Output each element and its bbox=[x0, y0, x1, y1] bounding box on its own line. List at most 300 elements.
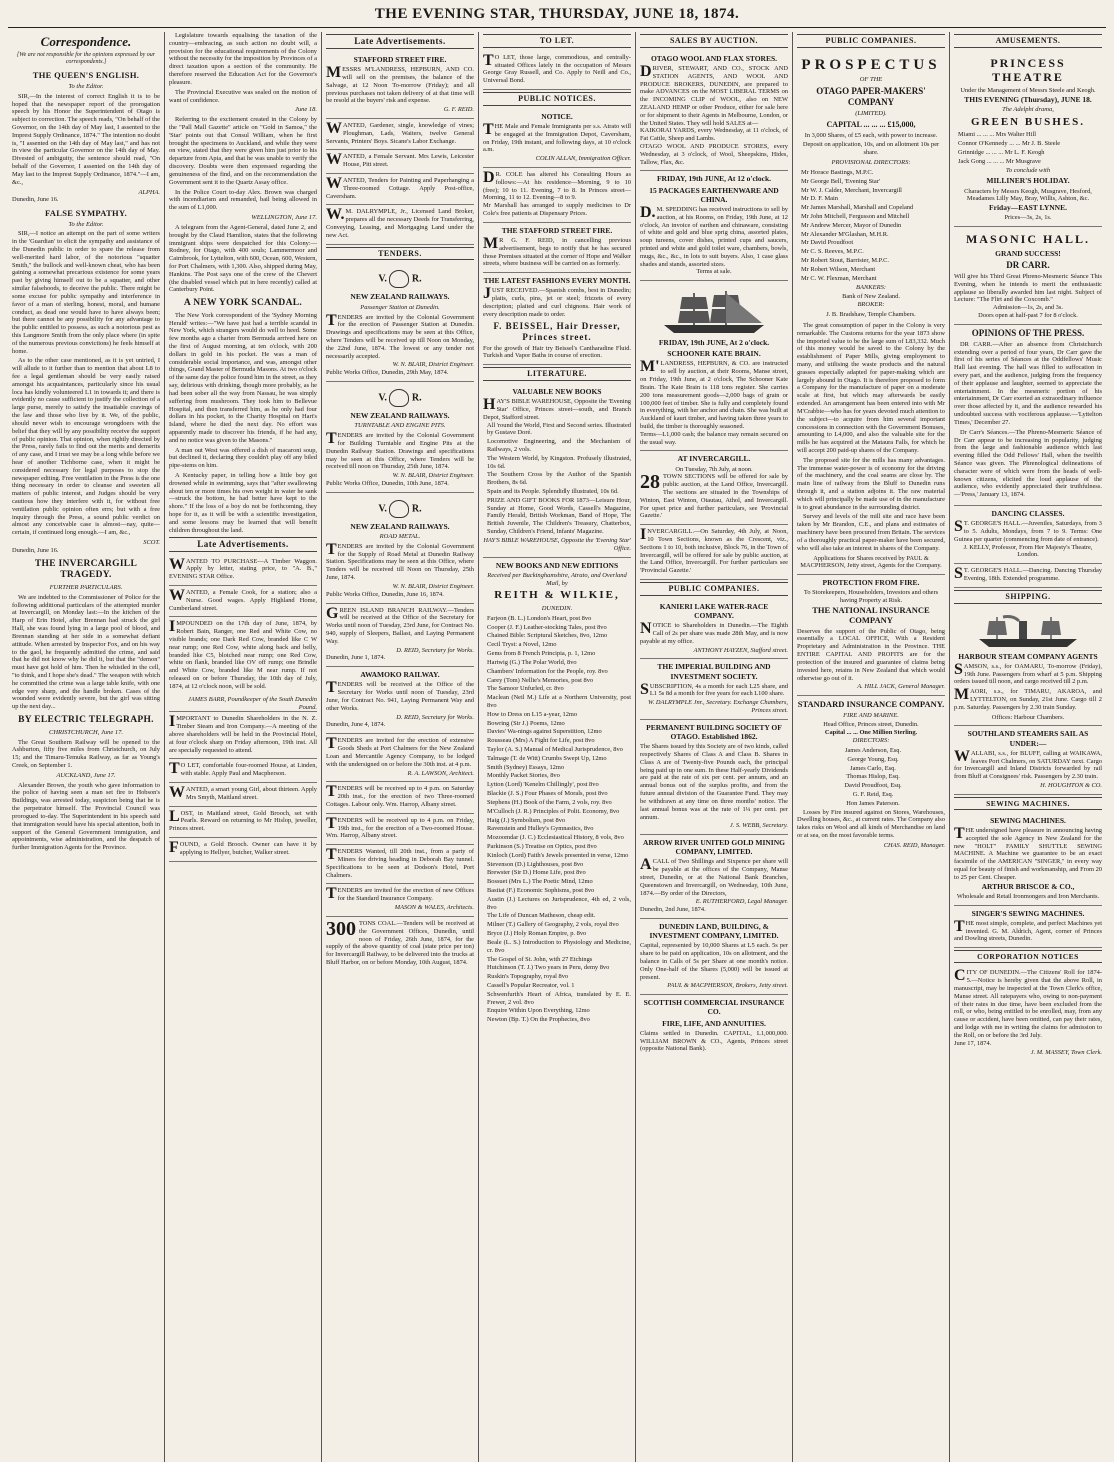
list-item: Mr John Mitchell, Fergusson and Mitchell bbox=[801, 213, 910, 220]
classified-ad: WANTED, a smart young Girl, about thirteen. Apply Mrs Smyth, Maitland street. bbox=[169, 783, 317, 807]
ad-body: MESSRS M'LANDRESS, HEPBURN, AND CO. will sell on the premises, the balance of the Salvage, at 12 Noon To-morrow (Friday); and all previous purchases not taken delivery of at that time will be resold at the buyers' risk and expense. bbox=[326, 64, 474, 105]
prospectus-apply: Applications for Shares received by PAUL & MACPHERSON, Jetty street, Agents for the Company. bbox=[800, 554, 942, 570]
ad-signature: COLIN ALLAN, Immigration Officer. bbox=[535, 155, 631, 163]
dateline: WELLINGTON, June 17. bbox=[251, 213, 317, 221]
ad-signature: HAY'S BIBLE WAREHOUSE, Opposite the 'Evening Star' Office. bbox=[483, 536, 631, 552]
list-item: Blackie (J. S.) Four Phases of Morals, post 8vo bbox=[487, 790, 608, 798]
list-item: Spain and its People. Splendidly illustrated, 10s 6d. bbox=[487, 488, 619, 495]
royal-crest-icon: V. R. bbox=[326, 268, 474, 290]
article-body: Alexander Brown, the youth who gave information to the police of having seen a man set fire to Hobson's Buildings, was arrested today, suspicion being that he is the perpetrator himself. The Provincial Council was prorogued to-day. The Superintendent in his speech said that immigration would have his special attention, both in support of the General Government immigration, and appointments, wise administration, and the despatch of further Immigration Agents for the Province. bbox=[12, 781, 160, 852]
ad-title: 15 PACKAGES EARTHENWARE AND CHINA. bbox=[649, 185, 779, 204]
ad-title: HARBOUR STEAM COMPANY AGENTS bbox=[958, 651, 1098, 661]
list-item: Connor O'Kennedy ... ... Mr J. B. Steele bbox=[958, 140, 1061, 148]
article-body: The Great Southern Railway will be opened to the Ashburton, fifty five miles from Christchurch, on July 15; and the Timaru-Temuka Railway, as far as Young's Creek, on September 1. bbox=[12, 738, 160, 769]
bankers-heading: BANKERS: bbox=[856, 283, 886, 291]
ad-body: MAORI, s.s., for TIMARU, AKAROA, and LYTTELTON, on Sunday, 21st June. Cargo till 2 p.m. Saturday. Passengers by 2.30 train Sunday. bbox=[954, 686, 1102, 711]
list-item: James Carlo, Esq. bbox=[850, 764, 896, 772]
list-item: Maclean (Neil M.) Life at a Northern University, post 8vo bbox=[487, 694, 631, 709]
ad-date: Dunedin, 2nd June, 1874. bbox=[640, 906, 706, 914]
ad-title: PERMANENT BUILDING SOCIETY OF OTAGO. Established 1862. bbox=[646, 722, 782, 742]
ad-body: TENDERS are invited by the Colonial Government for Building Turntable and Engine Pits at the Dunedin Railway Station. Drawings and specifications may be seen at this Office, where Tenders will be received till noon on Thursday, 25th June, 1874. bbox=[326, 430, 474, 471]
corporation-notice bbox=[954, 966, 1102, 1060]
deposit: Deposit on application, 10s, and on allotment 10s per share. bbox=[802, 141, 940, 157]
list-item: Bowring (Sir J.) Poems, 12mo bbox=[487, 719, 565, 727]
press-opinions bbox=[954, 325, 1102, 506]
insurance-ad bbox=[797, 575, 945, 696]
ad-body: THE undersigned have pleasure in announcing having accepted the sole Agency in New Zealand for the new "HOLT" FAMILY SHUTTLE SEWING MACHINE. A Machine we guarantee to be an exact facsimile of the AMERICAN "SINGER," in every way equal for beauty of finish and workmanship, and From 20 to 25 per Cent. Cheaper. bbox=[954, 825, 1102, 881]
ad-date: Public Works Office, Dunedin, June 16, 1874. bbox=[326, 590, 444, 598]
ad-body: DR. COLE has altered his Consulting Hours as follows:—At his residence—Morning, 9 to 10 (free); 10 to 11. Evening, 7 to 8. In Princes street—Morning, 11 to 12. Evening—8 to 9. bbox=[483, 168, 631, 202]
auction-ad bbox=[640, 51, 788, 172]
section-heading-tenders: TENDERS. bbox=[326, 247, 474, 261]
list-item: The Life of Duncan Matheson, cheap edit. bbox=[487, 912, 596, 920]
hall-name: MASONIC HALL. bbox=[965, 232, 1090, 247]
article-title: A NEW YORK SCANDAL. bbox=[183, 298, 303, 309]
classified-ad: WANTED, Gardener, single, knowledge of vines; Ploughman, Lads, Waiters, twelve General Servants, Printers' Boys. Sicane's Labor Exchange. bbox=[326, 119, 474, 150]
masthead bbox=[8, 6, 1106, 28]
play-title: MILLINER'S HOLIDAY. bbox=[986, 176, 1070, 186]
ad-title: SCHOONER KATE BRAIN. bbox=[667, 349, 761, 359]
ad-body: DRIVER, STEWART, AND CO., STOCK AND STATION AGENTS, AND WOOL AND PRODUCE BROKERS, DUNEDIN, are prepared to make ADVANCES on the MOST LIBERAL TERMS on the INCOMING CLIP of WOOL, also on NEW ZEALAND HEMP or other Produce, either for sale here or for shipment to their Agents in Melbourne, London, or the United States. They will hold SALES at— bbox=[640, 62, 788, 127]
list-item: Jack Gong ... ... ... Mr Musgrave bbox=[958, 157, 1041, 165]
ad-title: SOUTHLAND STEAMERS SAIL AS UNDER:— bbox=[967, 729, 1089, 748]
ad-subtitle: DUNEDIN. bbox=[541, 604, 573, 612]
ad-signature: CHAS. REID, Manager. bbox=[883, 841, 945, 849]
directors-heading: DIRECTORS: bbox=[852, 737, 890, 745]
ad-signature: G. F. REID. bbox=[443, 106, 474, 114]
list-item: Ruskin's Topography, royal 8vo bbox=[487, 973, 569, 981]
classified-ad: IMPOUNDED on the 17th day of June, 1874, by Robert Bain, Ranger, one Red and White Cow, no visible brands; one Dark Red Cow, branded like C W near rump; one Red Cow, white along back and belly, branded like C5, blotched near rump; one Red Cow, white on flank, branded like OV off rump; one Brindle and White Cow, branded like M near rump. If not released on or before Thursday, the 10th day of July, 1874, at 12 o'clock noon, will be sold. bbox=[169, 618, 317, 690]
prospectus-body: The great consumption of paper in the Colony is very remarkable. The Customs returns for the year 1873 show the imported value to be the large sum of L83,332. Much of this money would be saved to the Colony by the establishment of Paper Mills, giving employment to many, and utilising the waste products and the natural grasses especially adapted for paper-making which are largely abound in Otago. It is therefore proposed to form a Company for the manufacture of paper on a moderate scale at first, but which may afterwards be easily extended. An arrangement has been entered into with Mr M'Crabbie—who has for years devoted much attention to the subject—to acquire from him several important concessions in connection with the Government Bonuses, amounting to L4,000, and also the valuable site for the mills he has acquired at the Mataura Falls, for which he will accept 200 paid-up shares of the Company. bbox=[797, 321, 945, 454]
ad-signature: H. HOUGHTON & CO. bbox=[1040, 781, 1102, 789]
insurance-ad bbox=[797, 696, 945, 854]
ad-body: Claims settled in Dunedin. CAPITAL, L1,000,000. WILLIAM BROWN & CO., Agents, Princes street (opposite National Bank). bbox=[640, 1029, 788, 1053]
tender-notice bbox=[326, 604, 474, 668]
tender-notice bbox=[326, 263, 474, 382]
sailing-ship-icon bbox=[654, 287, 774, 335]
article-date: Dunedin, June 16. bbox=[12, 546, 59, 554]
classified-ad: IMPORTANT to Dunedin Shareholders in the N. Z. Timber Steam and Iron Company.—A meeting of the above shareholders will be held in the Provincial Hotel, at four o'clock sharp on Friday afternoon, 19th inst. All are specially requested to attend. bbox=[169, 711, 317, 759]
dateline: AUCKLAND, June 17. bbox=[56, 771, 116, 779]
tender-notice: TENDERS will be received up to 4 p.m. on Saturday 20th inst., for the erection of two Three-roomed Cottages. Labour only. Wm. Harrop, Albany street. bbox=[326, 782, 474, 813]
column-3 bbox=[322, 32, 479, 1462]
ad-body: HAY'S BIBLE WAREHOUSE, Opposite the 'Evening Star' Office, Princes street—south, and Branch Depot, Stafford street. bbox=[483, 396, 631, 421]
list-item: Kinloch (Lord) Faith's Jewels presented in verse, 12mo bbox=[487, 851, 629, 859]
list-item: Mr C. W. Flexman, Merchant bbox=[801, 274, 877, 282]
ad-body: WALLABI, s.s., for BLUFF, calling at WAIKAWA, leaves Port Chalmers, on SATURDAY next. Cargo for Invercargill and Inland Districts forwarded by rail from Bluff at Consignees' risk. Passengers by 2.30 train. bbox=[954, 747, 1102, 781]
list-item: Brewster (Sir D.) Home Life, post 8vo bbox=[487, 869, 586, 877]
ad-title: VALUABLE NEW BOOKS bbox=[512, 386, 602, 396]
list-item: Cecil Tryst: a Novel, 12mo bbox=[487, 641, 557, 649]
company-notice bbox=[640, 599, 788, 660]
ad-signature: W. DALRYMPLE Jnr., Secretary. Exchange Chambers, Princes street. bbox=[648, 699, 788, 715]
section-heading-literature: LITERATURE. bbox=[483, 367, 631, 381]
theatre-ad bbox=[954, 227, 1102, 325]
tender-notice: TENDERS will be received up to 4 p.m. on Friday, 19th inst., for the erection of a Two-roomed House. Wm. Harrop, Albany street. bbox=[326, 814, 474, 845]
ad-title: SCOTTISH COMMERCIAL INSURANCE CO. bbox=[643, 998, 785, 1017]
list-item: Mr George Bell, 'Evening Star' bbox=[801, 177, 881, 185]
book-ad bbox=[483, 384, 631, 558]
ad-signature: JAMES BARR, Poundkeeper of the South Dunedin Pound. bbox=[187, 695, 317, 711]
tender-notice bbox=[326, 667, 474, 734]
directors-list bbox=[797, 169, 945, 283]
list-item: Grinnidge ... ... ... Mr L. F. Keogh bbox=[958, 148, 1045, 156]
ad-body: Deserves the support of the Public of Otago, being essentially a LOCAL OFFICE, With a Resident Proprietary and Administration in the Province. THE ENTIRE CAPITAL AND PROFITS are for the protection of the insured and guarantee of claims being invested here, retains in New Zealand that which would otherwise go out of it. bbox=[797, 627, 945, 682]
list-item: Hutchinson (T. J.) Two years in Peru, demy 8vo bbox=[487, 964, 610, 972]
classified-ad: WANTED, a Female Cook, for a station; also a Nurse. Good wages. Apply Highland Home, Cumberland street. bbox=[169, 586, 317, 617]
play-cast: Characters by Messrs Keogh, Musgrave, Hesford, Meadames Lilly May, Bray, Willis, Ashton, &c. bbox=[964, 187, 1092, 203]
ad-title: GRAND SUCCESS! bbox=[995, 248, 1061, 258]
ad-subtitle: FIRE AND MARINE. bbox=[843, 711, 899, 719]
list-item: Mr Andrew Mercer, Mayor of Dunedin bbox=[801, 221, 902, 229]
ad-date: Dunedin, June 4, 1874. bbox=[326, 721, 386, 729]
auction-ad bbox=[640, 281, 788, 451]
tender-notice bbox=[326, 382, 474, 493]
ad-title: FRIDAY, 19th JUNE, At 2 o'clock. bbox=[658, 338, 770, 348]
performance-date: THIS EVENING (Thursday), JUNE 18. bbox=[964, 94, 1092, 104]
public-notice bbox=[483, 168, 631, 223]
ad-signature: E. RUTHERFORD, Legal Manager. bbox=[695, 898, 788, 906]
ad-title: NEW ZEALAND RAILWAYS. bbox=[350, 411, 450, 421]
ad-body: TENDERS are invited by the Colonial Government for the erection of Passenger Station at Dunedin. Drawings and specifications may be seen at this Office, where Tenders will be received up till Noon on Monday, the 22nd June, 1874. The lowest or any tender not necessarily accepted. bbox=[326, 311, 474, 360]
prospectus-body: Survey and levels of the mill site and race have been taken by Mr Brandon, C.E., and plans and estimates of machinery have been procured from Britain. The services of a thoroughly practical paper-maker have been secured, who will also take an interest in shares of the Company. bbox=[797, 513, 945, 552]
dateline: CHRISTCHURCH, June 17. bbox=[48, 728, 124, 736]
section-heading-sales-by-auction: SALES BY AUCTION. bbox=[640, 34, 788, 48]
prospectus-of: OF THE bbox=[859, 76, 883, 84]
classified-ad bbox=[326, 52, 474, 119]
classified-ad: LOST, in Maitland street, Gold Brooch, set with Pearls. Reward on returning to Mr Hislop, jeweller, Princes street. bbox=[169, 807, 317, 838]
article-body: We are indebted to the Commissioner of Police for the following additional particulars of the attempted murder at Invercargill, on Monday last:—In the kitchen of the Harp of Erin Hotel, after Brennan had struck the girl Hall, she was found lying in a large pool of blood, and Brennan standing at her side in a somewhat defiant attitude. When arrested by Inspector Fox, and on his way to the gaol, he frequently admitted the crime, and said that he did not know why he did it, but that the "demon" must have got hold of him. Then he whistled in the cell, "to think, and I hope she's dead." The weapon with which he committed the crime was a large table knife, with one edge very sharp, and the handle broken. Cases of the wounded were evidently severe, but the girl was sitting up the next day... bbox=[12, 593, 160, 711]
ad-signature: W. N. BLAIR, District Engineer. bbox=[392, 361, 474, 369]
article-title: THE INVERCARGILL TRAGEDY. bbox=[34, 558, 138, 581]
ad-title: THE LATEST FASHIONS EVERY MONTH. bbox=[483, 276, 631, 286]
article-body: In the Police Court to-day Alex. Brown was charged with incendiarism and remanded, bail being allowed in the sum of L1,000. bbox=[169, 188, 317, 212]
article-body: A Kentucky paper, in telling how a little boy got drowned while in swimming, says that "after swallowing about ten or more times his own weight in water he sank—struck the bottom, he had better have kept to the shore." If the loss of a boy do not be forthcoming, they hope for it, as it will be with a scientific investigation, and some lessons may be learned that will benefit children throughout the land. bbox=[169, 472, 317, 534]
advertiser-name: ARTHUR BRISCOE & CO., bbox=[981, 881, 1075, 891]
article-body: A telegram from the Agent-General, dated June 2, and brought by the Claud Hamilton, states that the following immigrant ships were despatched for this Colony:—Rodney, for Otago, with 400 souls; Lammermoor and Cairnbrook, for Lyttelton, with 600, Ocean, 600, Western, for Port Chalmers, with 1,300. Also, shipped during May, Hankins. The Post says one of the crew of the Chevert (the disabled vessel which put in here recently) called at Canterbury Point. bbox=[169, 223, 317, 294]
prospectus bbox=[797, 51, 945, 575]
list-item: Mr David Proudfoot bbox=[801, 239, 854, 247]
list-item: Schwenfurth's Heart of Africa, translated by E. E. Frewer, 2 vol. 8vo bbox=[487, 990, 631, 1006]
list-item: M'Culloch (J. R.) Principles of Polit. Economy, 8vo bbox=[487, 807, 620, 815]
section-heading-sewing-machines: SEWING MACHINES. bbox=[954, 797, 1102, 810]
article-body: The Provincial Executive was sealed on the motion of want of confidence. bbox=[169, 88, 317, 104]
ad-subtitle: To Storekeepers, Householders, Investors and others having Property at Risk. bbox=[803, 589, 939, 605]
article-body: A man out West was offered a dish of macaroni soup, but declined it, declaring they couldn't play off any biled pipe-stems on him. bbox=[169, 446, 317, 470]
ad-signature: PAUL & MACPHERSON, Brokers, Jetty street. bbox=[667, 982, 788, 990]
list-item: Cassell's Popular Recreator, vol. 1 bbox=[487, 981, 575, 989]
list-item: Miami ... ... ... Mrs Walter Hill bbox=[958, 131, 1037, 139]
shipping-ad bbox=[954, 607, 1102, 727]
list-item: Locomotive Engineering, and the Mechanism of Railways, 2 vols. bbox=[487, 438, 631, 453]
ad-body: Dr Carr's Séances.—The Phreno-Mesmeric Séance of Dr Carr appear to be increasing in popularity, judging from the large and fashionable audience which last evening filled the Odd Fellows' Hall, when the twelfth Séance was given. The Phrenological delineations of character were of which were from the heads of well-known citizens, elicited the loud applause of the audience, who evidently appreciated their truthfulness.—'Press,' January 13, 1874. bbox=[954, 428, 1102, 499]
royal-crest-icon: V. R. bbox=[326, 498, 474, 520]
ad-title: OTAGO WOOL AND FLAX STORES. bbox=[650, 53, 778, 63]
section-heading-to-let: TO LET. bbox=[483, 34, 631, 48]
brokers-heading: BROKER: bbox=[857, 301, 885, 309]
book-list bbox=[483, 422, 631, 536]
list-item: Haig (J.) Symbolism, post 8vo bbox=[487, 816, 566, 824]
company-notice bbox=[640, 919, 788, 995]
prospectus-title: PROSPECTUS bbox=[801, 56, 941, 73]
list-item: The Western World, by Kingston. Profusely illustrated, 10s 6d. bbox=[487, 454, 631, 470]
ad-title: DANCING CLASSES. bbox=[991, 509, 1065, 518]
brokers: J. B. Bradshaw, Temple Chambers. bbox=[826, 311, 916, 319]
list-item: George Young, Esq. bbox=[847, 755, 899, 763]
company-notice bbox=[640, 835, 788, 919]
ad-signature: W. N. BLAIR, District Engineer. bbox=[392, 472, 474, 480]
prospectus-body: The proposed site for the mills has many advantages. The immense water-power is of economy for the driving of the machinery, and the coal seams are close by. The main line of railway from the Bluff to Dunedin runs through it, and a station adjoins it. The raw material which will principally be made use of in the manufacture is to great abundance in the surrounding district. bbox=[797, 456, 945, 511]
company-notice bbox=[640, 720, 788, 835]
directors-list bbox=[797, 747, 945, 808]
list-item: Hartwig (G.) The Polar World, 8vo bbox=[487, 658, 577, 666]
article-subtitle: To the Editor. bbox=[68, 220, 104, 228]
play-title: GREEN BUSHES. bbox=[970, 115, 1086, 128]
ad-subtitle: Received per Buckinghamshire, Atrato, and Overland Mail, by bbox=[487, 571, 627, 587]
ad-body: DR CARR.—After an absence from Christchurch extending over a period of four years, Dr Carr gave the first of his series of Séances at the Oddfellows' Music Hall last evening. The hall was filled to suffocation in every part, and the audience, judging from the frequency of their applause and laughter, seemed to appreciate the entertainment. In the mesmeric portion of his entertainment, Dr Carr exerted an extraordinary influence over those affected by it, and the audience rewarded his undoubted success with vociferous applause.—'Lyttelton Times,' December 27. bbox=[954, 340, 1102, 426]
ad-signature: Offices: Harbour Chambers. bbox=[991, 713, 1065, 721]
ad-signature: D. REID, Secretary for Works. bbox=[396, 646, 474, 654]
section-heading-shipping: SHIPPING. bbox=[954, 590, 1102, 604]
article-subtitle: To the Editor. bbox=[68, 82, 104, 90]
article-body: As to the other case mentioned, as it is yet untried, I will allude to it further than to mention that about L8 to fee a legal gentleman should be very easily raised amongst his acquaintances, particularly since his usual loca has kindly volunteered L1 in towards it; and there is evidently no cause sufficient to justify the collection of a large purse, merely to satisfy the insatiable cravings of the law and those who live by it. We, of the public, should never wish to encourage wrongdoers with the belief that they will by any possibility receive the support of public opinion. That opinion, when rightly directed by the Press, rarely fails to find out the merits and demerits of any case, and I trust we may be a long while before we hear of another Tichborne case, when it might be considered necessary for legal purposes to stop the newspaper editing. Free ventilation in the Press is the one thing necessary in order to cleanse and sweeten all matters of public interest, and Judges should be very cautious how they interfere with it, for without free ventilation public opinion often errs; but with a free inquiry through the Press, a sound public verdict on almost any conceivable case is almost—nay, quite—certain, if continued long enough.—I am, &c., bbox=[12, 357, 160, 537]
ad-subtitle: Head Office, Princes street, Dunedin. bbox=[823, 721, 919, 729]
sections-count: 28 bbox=[640, 471, 660, 494]
auction-ad bbox=[640, 171, 788, 281]
ad-subtitle: FIRE, LIFE, AND ANNUITIES. bbox=[662, 1018, 766, 1028]
list-item: Mr D. F. Main bbox=[801, 195, 838, 203]
tender-notice bbox=[326, 917, 474, 971]
next-play: Friday—EAST LYNNE. bbox=[989, 203, 1067, 213]
article-title: THE QUEEN'S ENGLISH. bbox=[32, 70, 140, 81]
list-item: Mr C. S. Reeves, M.P.C. bbox=[801, 248, 864, 256]
list-item: Bryce (J.) Holy Roman Empire, p. 8vo bbox=[487, 930, 587, 938]
ad-signature: A. HILL JACK, General Manager. bbox=[857, 683, 945, 691]
ad-body: Will give his Third Great Phreno-Mesmeric Séance This Evening, when he intends to merit the enthusiastic applause so liberally awarded him last night. Subject of Lecture: "The Flirt and the Coxcomb." bbox=[954, 272, 1102, 304]
play-genre: The Adelphi drama, bbox=[1002, 105, 1054, 113]
ad-body: TENDERS are invited for the erection of new Offices for the Standard Insurance Company. bbox=[326, 885, 474, 903]
list-item: Enquire Within Upon Everything, 12mo bbox=[487, 1007, 590, 1015]
list-item: Bastiat (F.) Economic Sophisms, post 8vo bbox=[487, 887, 595, 894]
ad-body: TONS COAL.—Tenders will be received at the Government Offices, Dunedin, until noon of Friday, 26th June, 1874, for the supply of the above quantity of coal (state price per ton) for Invercargill Railway, to be delivered into the trucks at Bluff Harbor, on or before Monday, 10th August, 1874. bbox=[326, 919, 474, 966]
classified-ad: TO LET, comfortable four-roomed House, at Linden, with stable. Apply Paul and Macpherson. bbox=[169, 759, 317, 783]
list-item: David Proudfoot, Esq. bbox=[844, 782, 902, 790]
admission: Admission—1s, 2s, and 3s. bbox=[993, 304, 1063, 312]
sewing-ad bbox=[954, 906, 1102, 949]
list-item: Taylor (A. S.) Manual of Medical Jurisprudence, 8vo bbox=[487, 746, 623, 753]
auction-ad: INVERCARGILL.—On Saturday, 4th July, at Noon, 10 Town Sections, known as the Crescent, viz., Sections 1 to 10, both inclusive, Block 76, in the Town of Invercargill, will be offered for sale by public auction, at the Land Office, Invercargill. For further particulars see 'Provincial Gazette.' bbox=[640, 525, 788, 580]
list-item: Mr Alexander M'Glashan, M.H.R. bbox=[801, 230, 889, 238]
ad-signature: J. M. MASSEY, Town Clerk. bbox=[1030, 1048, 1102, 1056]
ad-title: PROTECTION FROM FIRE. bbox=[822, 578, 920, 588]
article-body: SIR,—In the interest of correct English it is to be hoped that the newspaper report of the prorogation speech by his Honor the Superintendent of Otago is subject to correction. The speech reads, "On behalf of the Governor, on the 14th day of May last, I assented to the Imprest Supply Ordinance, 1874." The intention no doubt is, "I assented on the 14th day of May last," and has not in view the particular Governor on the 14th day of May. Divested of ambiguity, the sentence should read, "On behalf of the Governor, I assented on the 14th day of May last to the Imprest Supply Ordinance, 1874."—I am, &c., bbox=[12, 92, 160, 186]
list-item: Newton (Bp. T.) On the Prophecies, 8vo bbox=[487, 1016, 590, 1024]
ad-body: ST. GEORGE'S HALL.—Juveniles, Saturdays, from 3 to 5. Adults, Mondays, from 7 to 9. Terms: One Guinea per quarter (commencing from date of entrance). bbox=[954, 518, 1102, 543]
ad-body: TENDERS will be received at the Office of the Secretary for Works until noon of Tuesday, 23rd June, for Contract No. 941, Laying Permanent Way and other Works. bbox=[326, 679, 474, 712]
ad-body: SUBSCRIPTION, 4s a month for each L25 share, and L1 5s 8d a month for five years for each L100 share. bbox=[640, 680, 788, 698]
list-item: The Gospel of St. John, with 27 Etchings bbox=[487, 955, 593, 963]
advertiser-detail: Wholesale and Retail Ironmongers and Iron Merchants. bbox=[956, 892, 1100, 900]
ad-body: GREEN ISLAND BRANCH RAILWAY.—Tenders will be received at the Office of the Secretary for Works until noon of Tuesday, 23rd June, for Contract No. 940, supply of Sleepers, Ballast, and Laying Permanent Way. bbox=[326, 604, 474, 645]
ad-title: NEW ZEALAND RAILWAYS. bbox=[350, 292, 450, 302]
list-item: Mr Robert Wilson, Merchant bbox=[801, 265, 876, 273]
theatre-name: PRINCESS THEATRE bbox=[990, 55, 1066, 85]
ad-title: SINGER'S SEWING MACHINES. bbox=[971, 908, 1085, 918]
ad-body: JUST RECEIVED.—Spanish combs, best in Dunedin; plaits, curls, pins, jet or steel; frizzets of every description; plaited and curl chignons. Hair work of every description made to order. bbox=[483, 285, 631, 318]
ad-body: TENDERS are invited by the Colonial Government for the Supply of Road Metal at Dunedin Railway Station. Specifications may be seen at this Office, where Tenders will be received till Noon on Thursday, 25th June, 1874. bbox=[326, 540, 474, 582]
dancing-ad: ST. GEORGE'S HALL.—Dancing. Dancing Thursday Evening, 18th. Extended programme. bbox=[954, 564, 1102, 588]
ad-title: STAFFORD STREET FIRE. bbox=[353, 54, 447, 64]
ad-body: SAMSON, s.s., for OAMARU, To-morrow (Friday), 19th June. Passengers from wharf at 5 p.m. Shipping orders issued till noon, and cargo received till 2 p.m. bbox=[954, 660, 1102, 686]
book-list bbox=[483, 615, 631, 1024]
theatre-management: Under the Management of Messrs Steele and Keogh. bbox=[960, 87, 1096, 94]
capital: Capital ... ... One Million Sterling. bbox=[824, 729, 918, 737]
column-7 bbox=[950, 32, 1106, 1462]
ad-body: The Shares issued by this Society are of two kinds, called respectively Shares of Class A and Class B. Shares in Class A are of Twenty-five Pounds each, the principal being paid up in one sum. In these Half-yearly Dividends are paid at the rate of six per cent. per annum, and an annual bonus out of the surplus profits, and from the future annual division of the Guarantee Fund. They may be withdrawn at any time on three months' notice. The last annual bonus was at the rate of 1¼ per cent. per annum. bbox=[640, 743, 788, 821]
list-item: Gems from 8 French Principia, p. 1, 12mo bbox=[487, 650, 596, 658]
ad-body: THE most simple, complete, and perfect Machines yet invented. G. M. Aldrich, Agent, corner of Princes and Dowling streets, Dunedin. bbox=[954, 917, 1102, 943]
ad-body: D.M. SPEDDING has received instructions to sell by auction, at his Rooms, on Friday, 19th June, at 12 o'clock, An invoice of earthen and chinaware, consisting of white and gold and blue sprig china, assorted plates, soup tureens, cover dishes, printed cups and saucers, printed and white and gold toilet ware, chambers, bowls, mugs, &c., &c., in lots to suit buyers. Also, 1 case glass shades and stands, assorted sizes. bbox=[640, 203, 788, 268]
ad-title: SEWING MACHINES. bbox=[990, 815, 1066, 825]
public-notice bbox=[483, 273, 631, 365]
classified-ad: WANTED, a Female Servant. Mrs Lewis, Leicester House, Pitt street. bbox=[326, 150, 474, 174]
list-item: Talmage (T. de Witt) Crumbs Swept Up, 12mo bbox=[487, 754, 607, 762]
ad-date: Public Works Office, Dunedin, 10th June, 1874. bbox=[326, 479, 449, 487]
article-signature: ALPHA. bbox=[138, 188, 160, 196]
steamship-icon bbox=[973, 613, 1083, 649]
ad-title: DUNEDIN LAND, BUILDING, & INVESTMENT COMPANY, LIMITED. bbox=[649, 922, 779, 941]
list-item: Farjeon (B. L.) London's Heart, post 8vo bbox=[487, 614, 592, 622]
masthead-title: THE EVENING STAR, THURSDAY, JUNE 18, 1874. bbox=[374, 6, 740, 22]
list-item: Beale (L. S.) Introduction to Physiology and Medicine, cr. 8vo bbox=[487, 938, 631, 954]
ad-body: M'LANDRESS, HEPBURN, & CO. are instructed to sell by auction, at their Rooms, Manse street, on Friday, 19th June, at 2 o'clock, The Schooner Kate Brain. The Kate Brain is 118 tons register. She carries 200 tons measurement goods—2,000 bags of grain or 100,000 feet of timber. She is fully and completely found in everything, with her anchor and chain. She was built at Auckland of kauri timber, and having taken three years to build, the timber is thoroughly seasoned. bbox=[640, 358, 788, 430]
list-item: Davies' Wa-nings against Superstition, 12mo bbox=[487, 728, 602, 736]
list-item: Mr Horace Bastings, M.P.C. bbox=[801, 168, 874, 176]
prices: Prices—3s, 2s, 1s. bbox=[1004, 214, 1052, 222]
ad-date: On Tuesday, 7th July, at noon. bbox=[675, 465, 753, 473]
public-notice bbox=[483, 223, 631, 273]
section-heading-public-companies: PUBLIC COMPANIES. bbox=[797, 34, 945, 48]
section-heading-corporation-notices: CORPORATION NOTICES bbox=[954, 950, 1102, 963]
ad-body: TOWN SECTIONS will be offered for sale by public auction, at the Land Office, Invercargill. The sections are situated in the Townships of Winton, East Winton, Otautau, Athol, and Invercargill. For upset price and further particulars, see 'Provincial Gazette.' bbox=[640, 473, 788, 520]
list-item: Mr W. J. Calder, Merchant, Invercargill bbox=[801, 186, 902, 194]
ad-title: THE IMPERIAL BUILDING AND INVESTMENT SOCIETY. bbox=[657, 662, 771, 681]
ad-signature: MASON & WALES, Architects. bbox=[394, 904, 474, 912]
list-item: Milner (T.) Gallery of Geography, 2 vols, royal 8vo bbox=[487, 921, 619, 929]
ad-terms: Terms at sale. bbox=[696, 268, 732, 276]
list-item: Thomas Hislop, Esq. bbox=[846, 773, 900, 781]
list-item: Smith (Sydney) Essays, 12mo bbox=[487, 763, 565, 771]
columns bbox=[8, 32, 1106, 1462]
ad-date: June 17, 1874. bbox=[954, 1039, 992, 1047]
bankers: Bank of New Zealand. bbox=[842, 293, 900, 301]
advertiser-name: F. BEISSEL, Hair Dresser, Princes street. bbox=[493, 320, 621, 342]
performer-name: DR CARR. bbox=[1006, 259, 1050, 270]
ad-signature: ANTHONY HAYZEN, Stafford street. bbox=[693, 646, 788, 654]
article-body: SIR,—I notice an attempt on the part of some writers in the 'Guardian' to elicit the sympathy and assistance of the Dunedin public in order to spare the release from well-merited hard labor, of the notorious "squatter Smith," the bullock and well-known cheat, who has been gaining a somewhat precarious existence for some years past by giving himself out to be a squatter, and other similar falsehoods, to deceive the public. There might be some excuse for public sympathy and interference in favor of a man of sterling, honest, moral, and humane conduct, as dead one would have to have always been; but there cannot be any possibility for any advantage to the public entitled to possess, as such a notorious pest as this Langmore Smith from the only place where (in spite of the numerous previous convictions) he feels himself at home. bbox=[12, 230, 160, 355]
list-item: James Anderson, Esq. bbox=[844, 746, 902, 754]
list-item: The Southern Cross by the Author of the Spanish Brothers, 8s 6d. bbox=[487, 471, 631, 487]
tender-notice bbox=[326, 884, 474, 916]
list-item: G. F. Reid, Esq. bbox=[852, 791, 894, 799]
ad-date: Dunedin, June 1, 1874. bbox=[326, 654, 386, 662]
company-notice bbox=[640, 995, 788, 1057]
list-item: Rousseau (Mrs) A Fight for Life, post 8vo bbox=[487, 737, 595, 745]
tender-notice: TENDERS Wanted, till 20th inst., from a party of Miners for driving heading in Deborah Bay tunnel. Specifications to be seen at Dodson's Hotel, Port Chalmers. bbox=[326, 845, 474, 884]
list-item: Chained Bible: Scriptural Sketches, 8vo, 12mo bbox=[487, 632, 608, 640]
article-title: BY ELECTRIC TELEGRAPH. bbox=[18, 715, 154, 725]
ad-signature: D. REID, Secretary for Works. bbox=[396, 713, 474, 721]
article-subtitle: FURTHER PARTICULARS. bbox=[49, 583, 123, 591]
article-body: The New York correspondent of the 'Sydney Morning Herald' writes:—"We have just had a terrible scandal in New York, which strangers would do well to heed. Some few months ago a charter from Bermuda arrived here on the first of August morning, at ten o'clock, with 200 dollars in gold in his pocket. He was a man of considerable social importance, and was, amongst other things, Grand Master of Bermuda Masons. At two o'clock of the same day the police found him in the street, as they say, delirious with drinking, though more probably, as he had been sober all the way from Nassau, he was simply suffering from mushroom. They took him to Bellevue Hospital, and then transferred him, as he only had four dollars in his pocket, to the Charity Hospital on Hart's Island, where he died the next day. No effort was apparently made to discover his friends, if he had any, and no notice was given to the Masons." bbox=[169, 311, 317, 444]
ad-body: TENDERS are invited for the erection of extensive Goods Sheds at Port Chalmers for the New Zealand Loan and Mercantile Agency Company, to be lodged with the undersigned on or before the 30th inst. at 4 p.m. bbox=[326, 735, 474, 768]
tender-notice bbox=[326, 734, 474, 782]
ad-subtitle: Passenger Station at Dunedin. bbox=[360, 303, 440, 311]
section-heading-late-ads: Late Advertisements. bbox=[169, 537, 317, 552]
disclaimer: [We are not responsible for the opinions expressed by our correspondents.] bbox=[16, 51, 156, 66]
article-body: Referring to the excitement created in the Colony by the "Pall Mall Gazette" article on "Gold in Samoa," the 'Star' points out that Consul William, when he first brought the specimens to Auckland, and while they were on view, stated that they were given him just prior to his departure from Apia, and that he was unable to verify the discovery. Doubts were then expressed regarding the genuineness of the find, and on the recommendation the Government sent it to the Quartz Assay office. bbox=[169, 116, 317, 186]
ad-signature: J. KELLY, Professor, From Her Majesty's Theatre, London. bbox=[963, 543, 1093, 559]
ad-title: NOTICE. bbox=[541, 111, 573, 121]
ad-title: NEW BOOKS AND NEW EDITIONS bbox=[495, 560, 619, 570]
capital-detail: In 3,000 Shares, of £5 each, with power to increase. bbox=[804, 131, 938, 139]
column-5 bbox=[636, 32, 793, 1462]
column-4 bbox=[479, 32, 636, 1462]
ad-body: MR G. F. REID, in cancelling previous advertisement, begs to notify that he has secured those Premises situated at the corner of Hope and Walker streets, where business will be carried on as formerly. bbox=[483, 234, 631, 268]
ad-title: THE STAFFORD STREET FIRE. bbox=[501, 225, 613, 235]
ad-body: Losses by Fire insured against on Stores, Warehouses, Dwelling houses, &c., at current rates. The Company also takes risks on Wool and all kinds of Merchandise on land or at sea, on the most favorable terms. bbox=[797, 808, 945, 840]
dateline: June 18. bbox=[294, 106, 317, 114]
list-item: PRIZE AND GIFT BOOKS FOR 1873—Leisure Hour, Sunday at Home, Good Words, Cassell's Magazine, Family Herald, British Workman, Band of Hope, The British Juvenile, The Children's Treasury, Chatterbox, Sunday, Children's Friend, Infants' Magazine. bbox=[487, 496, 631, 536]
list-item: Carey (Tom) Nellie's Memories, post 8vo bbox=[487, 676, 594, 684]
list-item: Cooper (J. F.) Leather-stocking Tales, post 8vo bbox=[487, 623, 607, 631]
list-item: Stephens (H.) Book of the Farm, 2 vols, roy. 8vo bbox=[487, 798, 612, 806]
classified-ad: TO LET, those large, commodious, and centrally-situated Offices lately in the occupation of Messrs George Gray Russell, and Co. Apply to Neill and Co., Universal Bond. bbox=[483, 51, 631, 90]
auction-ad bbox=[640, 451, 788, 525]
column-6 bbox=[793, 32, 950, 1462]
ad-title: ARROW RIVER UNITED GOLD MINING COMPANY, LIMITED. bbox=[643, 838, 785, 857]
section-heading-late-ads: Late Advertisements. bbox=[326, 34, 474, 49]
list-item: Bossuet (Mrs L.) The Poetic Mind, 12mo bbox=[487, 878, 593, 886]
ad-body: Mr Marshall has arranged to supply medicines to Dr Cole's free patients at Dispensary Prices. bbox=[483, 202, 631, 218]
ad-body: KAIKORAI YARDS, every Wednesday, at 11 o'clock, of Fat Cattle, Sheep and Lambs. bbox=[640, 127, 788, 143]
ad-body: Capital, represented by 10,000 Shares at L5 each. 5s per share to be paid on application, 10s on allotment, and the balance in Calls of 5s per Share at one month's notice. Only One-half of the Shares (5,000) will be issued at present. bbox=[640, 942, 788, 981]
list-item: Mr Robert Stout, Barrister, M.P.C. bbox=[801, 257, 889, 265]
ad-body: ACALL of Two Shillings and Sixpence per share will be payable at the offices of the Company, Manse street, Dunedin, or at the National Bank Branches, Queenstown and Invercargill, on Wednesday, 10th June, 1874.—By order of the Directors, bbox=[640, 856, 788, 897]
ad-body: THE Male and Female Immigrants per s.s. Atrato will be engaged at the Immigration Depot, Caversham, on Friday, 19th instant, and following days, at 10 o'clock a.m. bbox=[483, 120, 631, 154]
ad-title: KANIERI LAKE WATER-RACE COMPANY. bbox=[659, 601, 769, 620]
dancing-ad bbox=[954, 506, 1102, 564]
ad-date: Public Works Office, Dunedin, 29th May, 1874. bbox=[326, 369, 449, 377]
list-item: Ravenstein and Hulley's Gymnastics, 8vo bbox=[487, 825, 594, 833]
ad-signature: J. S. WEBB, Secretary. bbox=[729, 822, 788, 830]
coal-quantity: 300 bbox=[326, 917, 356, 940]
list-item: Parkinson (S.) Treatise on Optics, post 8vo bbox=[487, 842, 597, 850]
company-limited: (LIMITED). bbox=[855, 109, 887, 117]
company-notice bbox=[640, 659, 788, 720]
classified-ad: WANTED TO PURCHASE—A Timber Waggon. Apply by letter, stating price, to "A. B.," EVENING STAR Office. bbox=[169, 555, 317, 586]
list-item: Monthly Packet Stories, 8vo bbox=[487, 772, 560, 780]
section-heading-correspondence: Correspondence. bbox=[40, 34, 132, 49]
company-name: OTAGO PAPER-MAKERS' COMPANY bbox=[816, 85, 926, 107]
list-item: Mr James Marshall, Marshall and Copeland bbox=[801, 204, 914, 212]
article-signature: SCOT. bbox=[143, 539, 160, 547]
ad-body: CITY OF DUNEDIN.—The Citizens' Roll for 1874-5.—Notice is hereby given that the above Roll, in manuscript, may be inspected at the Town Clerk's office, Manse street. All ratepayers who, owing to non-payment of their rates in due time, have been excluded from the roll, or who, being entitled to be enrolled, may, from any cause or accident, have been omitted, can pay their rates, and lodge with me in writing the claims for admission to the Roll, on or before the 3rd July. bbox=[954, 967, 1102, 1039]
ad-terms: Terms—L1,000 cash; the balance may remain secured on the usual way. bbox=[640, 430, 788, 446]
ad-subtitle: TURNTABLE AND ENGINE PITS. bbox=[354, 422, 446, 430]
public-notice bbox=[483, 109, 631, 168]
list-item: Austin (J.) Lectures on Jurisprudence, 4th ed, 2 vols, 8vo bbox=[487, 895, 631, 911]
